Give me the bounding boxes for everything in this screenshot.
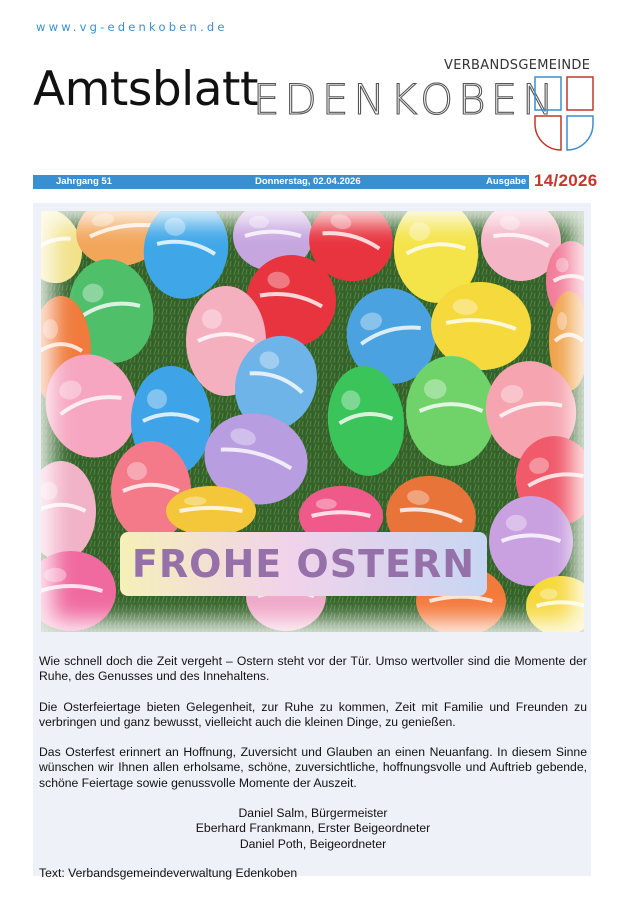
signature-line: Daniel Poth, Beigeordneter xyxy=(239,836,387,851)
publication-title: Amtsblatt xyxy=(33,62,258,117)
signature-line: Eberhard Frankmann, Erster Beigeordneter xyxy=(195,821,431,836)
volume-year: Jahrgang 51 xyxy=(56,176,112,187)
signature-line: Daniel Salm, Bürgermeister xyxy=(238,806,388,821)
text-credit: Text: Verbandsgemeindeverwaltung Edenkoben xyxy=(39,865,298,880)
article-body xyxy=(39,654,587,881)
signature-block xyxy=(39,806,587,852)
edition-number: 14/2026 xyxy=(534,171,598,190)
paragraph: Das Osterfest erinnert an Hoffnung, Zuversicht und Glauben an einen Neuanfang. In diesem Sinne wünschen wir Ihnen allen erholsame, schöne, zuversichtliche, hoffnungsvolle und Auftrieb gebende, schöne Feiertage sowie genussvolle Momente der Auszeit. xyxy=(39,745,587,790)
greeting-banner xyxy=(120,532,487,596)
organization-label: VERBANDSGEMEINDE xyxy=(444,58,591,73)
paragraph: Die Osterfeiertage bieten Gelegenheit, zur Ruhe zu kommen, Zeit mit Familie und Freunden zu verbringen und ganz bewusst, vielleicht auch die kleinen Dinge, zu genießen. xyxy=(39,699,587,729)
paragraph: Wie schnell doch die Zeit vergeht – Ostern steht vor der Tür. Umso wertvoller sind die Momente der Ruhe, des Genusses und des Innehaltens. xyxy=(39,654,587,684)
town-name: EDENKOBEN xyxy=(253,75,559,124)
coat-of-arms-logo xyxy=(534,76,594,152)
greeting-text: FROHE OSTERN xyxy=(131,542,476,586)
edition-label: Ausgabe xyxy=(486,176,527,187)
issue-bar xyxy=(33,175,529,189)
website-url: www.vg-edenkoben.de xyxy=(36,20,228,34)
issue-date: Donnerstag, 02.04.2026 xyxy=(255,176,361,187)
